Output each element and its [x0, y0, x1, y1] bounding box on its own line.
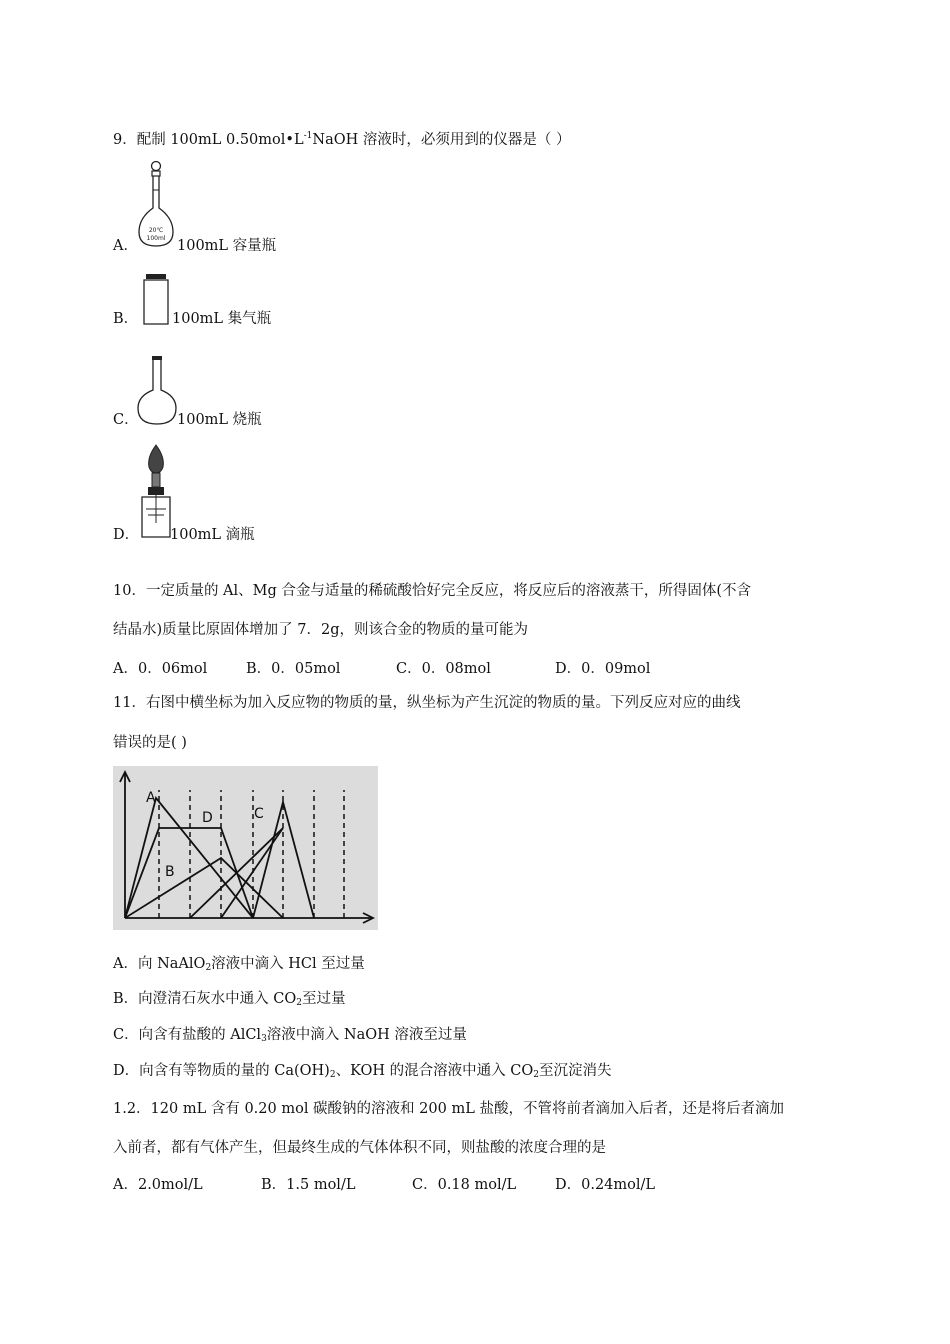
dropper-bottle-icon	[138, 443, 174, 541]
round-flask-icon	[134, 354, 180, 426]
q10-option-d: D．0．09mol	[555, 661, 651, 677]
curve-b-rise	[125, 858, 283, 918]
precipitate-graph	[113, 766, 378, 930]
q11-option-b: B．向澄清石灰水中通入 $CO_2$至过量	[113, 991, 346, 1008]
q9-option-b-letter: B．	[113, 311, 139, 327]
q11-option-a: A．向 NaAlO$_2$溶液中滴入 HCl 至过量	[113, 956, 365, 973]
q12-stem-line1: 1.2．120 mL 含有 0.20 mol 碳酸钠的溶液和 200 mL 盐酸，不管将前者滴加入后者，还是将后者滴加	[113, 1101, 784, 1117]
q11-option-d: D．向含有等物质的量的 $Ca(OH)_2$、KOH 的混合溶液中通入 $CO_2$至沉淀消失	[113, 1063, 612, 1080]
q12-option-d: D．0.24mol/L	[555, 1177, 656, 1193]
graph-label-d: D	[202, 810, 213, 826]
q9-option-c-letter: C．	[113, 412, 139, 428]
q10-option-b: B．0．05mol	[246, 661, 341, 677]
q11-stem-line2: 错误的是( )	[113, 735, 187, 751]
flask-label-temp: 20℃	[148, 227, 164, 234]
precipitate-graph-svg	[113, 766, 378, 930]
q10-stem-line2: 结晶水)质量比原固体增加了 7．2g，则该合金的物质的量可能为	[113, 622, 528, 638]
flask-label-volume: 100ml	[146, 235, 166, 242]
q12-option-b: B．1.5 mol/L	[261, 1177, 356, 1193]
q12-option-a: A．2.0mol/L	[113, 1177, 203, 1193]
volumetric-flask-icon	[135, 160, 177, 250]
q9-option-b-text: 100mL 集气瓶	[172, 311, 272, 327]
q9-option-d-letter: D．	[113, 527, 140, 543]
q9-option-a-text: 100mL 容量瓶	[177, 238, 277, 254]
q9-option-c-text: 100mL 烧瓶	[177, 412, 262, 428]
q11-option-c: C．向含有盐酸的 AlCl$_3$溶液中滴入 NaOH 溶液至过量	[113, 1027, 467, 1044]
gas-jar-icon	[140, 272, 172, 328]
q10-stem-line1: 10．一定质量的 Al、Mg 合金与适量的稀硫酸恰好完全反应，将反应后的溶液蒸干，所得固体(不含	[113, 583, 752, 599]
graph-label-a: A	[146, 790, 156, 806]
q10-option-c: C．0．08mol	[396, 661, 491, 677]
q12-stem-line2: 入前者，都有气体产生，但最终生成的气体体积不同，则盐酸的浓度合理的是	[113, 1140, 606, 1156]
q9-option-a-letter: A．	[113, 238, 138, 254]
dashed-gridlines	[159, 790, 344, 918]
q9-option-d-text: 100mL 滴瓶	[170, 527, 255, 543]
q12-option-c: C．0.18 mol/L	[412, 1177, 517, 1193]
q10-option-a: A．0．06mol	[113, 661, 208, 677]
graph-label-b: B	[165, 864, 175, 880]
graph-label-c: C	[254, 806, 264, 822]
q9-stem: 9．配制 100mL $0.50mol•L^{-1}NaOH$ 溶液时，必须用到的仪器是（ ）	[113, 131, 571, 148]
q11-stem-line1: 11．右图中横坐标为加入反应物的物质的量，纵坐标为产生沉淀的物质的量。下列反应对应的曲线	[113, 695, 741, 711]
